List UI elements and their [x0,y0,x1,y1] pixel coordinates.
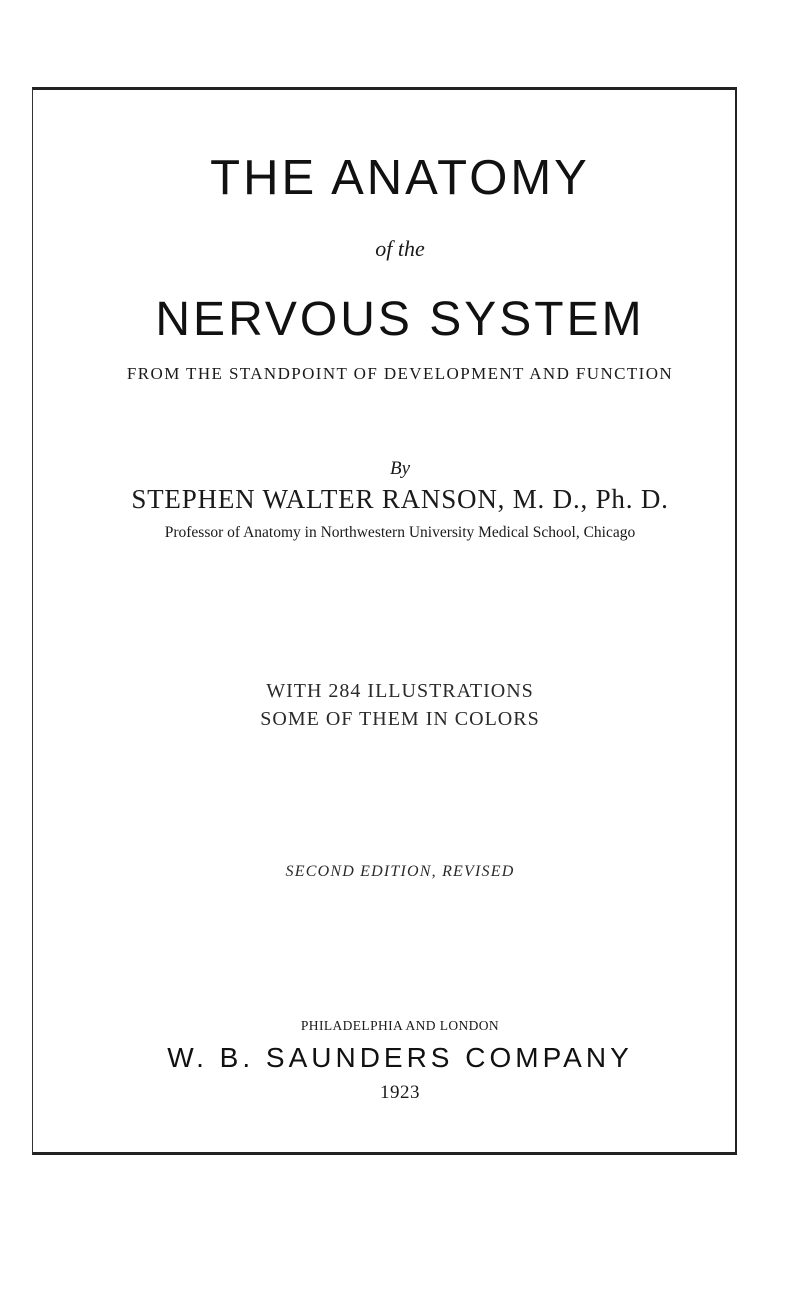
publication-year: 1923 [380,1082,420,1103]
edition-note: SECOND EDITION, REVISED [285,863,515,880]
illustrations-note: WITH 284 ILLUSTRATIONS [266,680,534,702]
colors-note: SOME OF THEM IN COLORS [260,708,540,730]
publisher-name: W. B. SAUNDERS COMPANY [167,1042,633,1073]
book-title-main: THE ANATOMY [210,151,590,205]
author-position: Professor of Anatomy in Northwestern University Medical School, Chicago [164,524,636,541]
book-title-sub: NERVOUS SYSTEM [155,293,645,346]
publisher-places: PHILADELPHIA AND LONDON [300,1018,500,1033]
book-subtitle: FROM THE STANDPOINT OF DEVELOPMENT AND FUNCTION [126,364,674,383]
by-label: By [389,458,411,479]
title-connector: of the [375,236,425,261]
author-name: STEPHEN WALTER RANSON, M. D., Ph. D. [131,484,669,514]
